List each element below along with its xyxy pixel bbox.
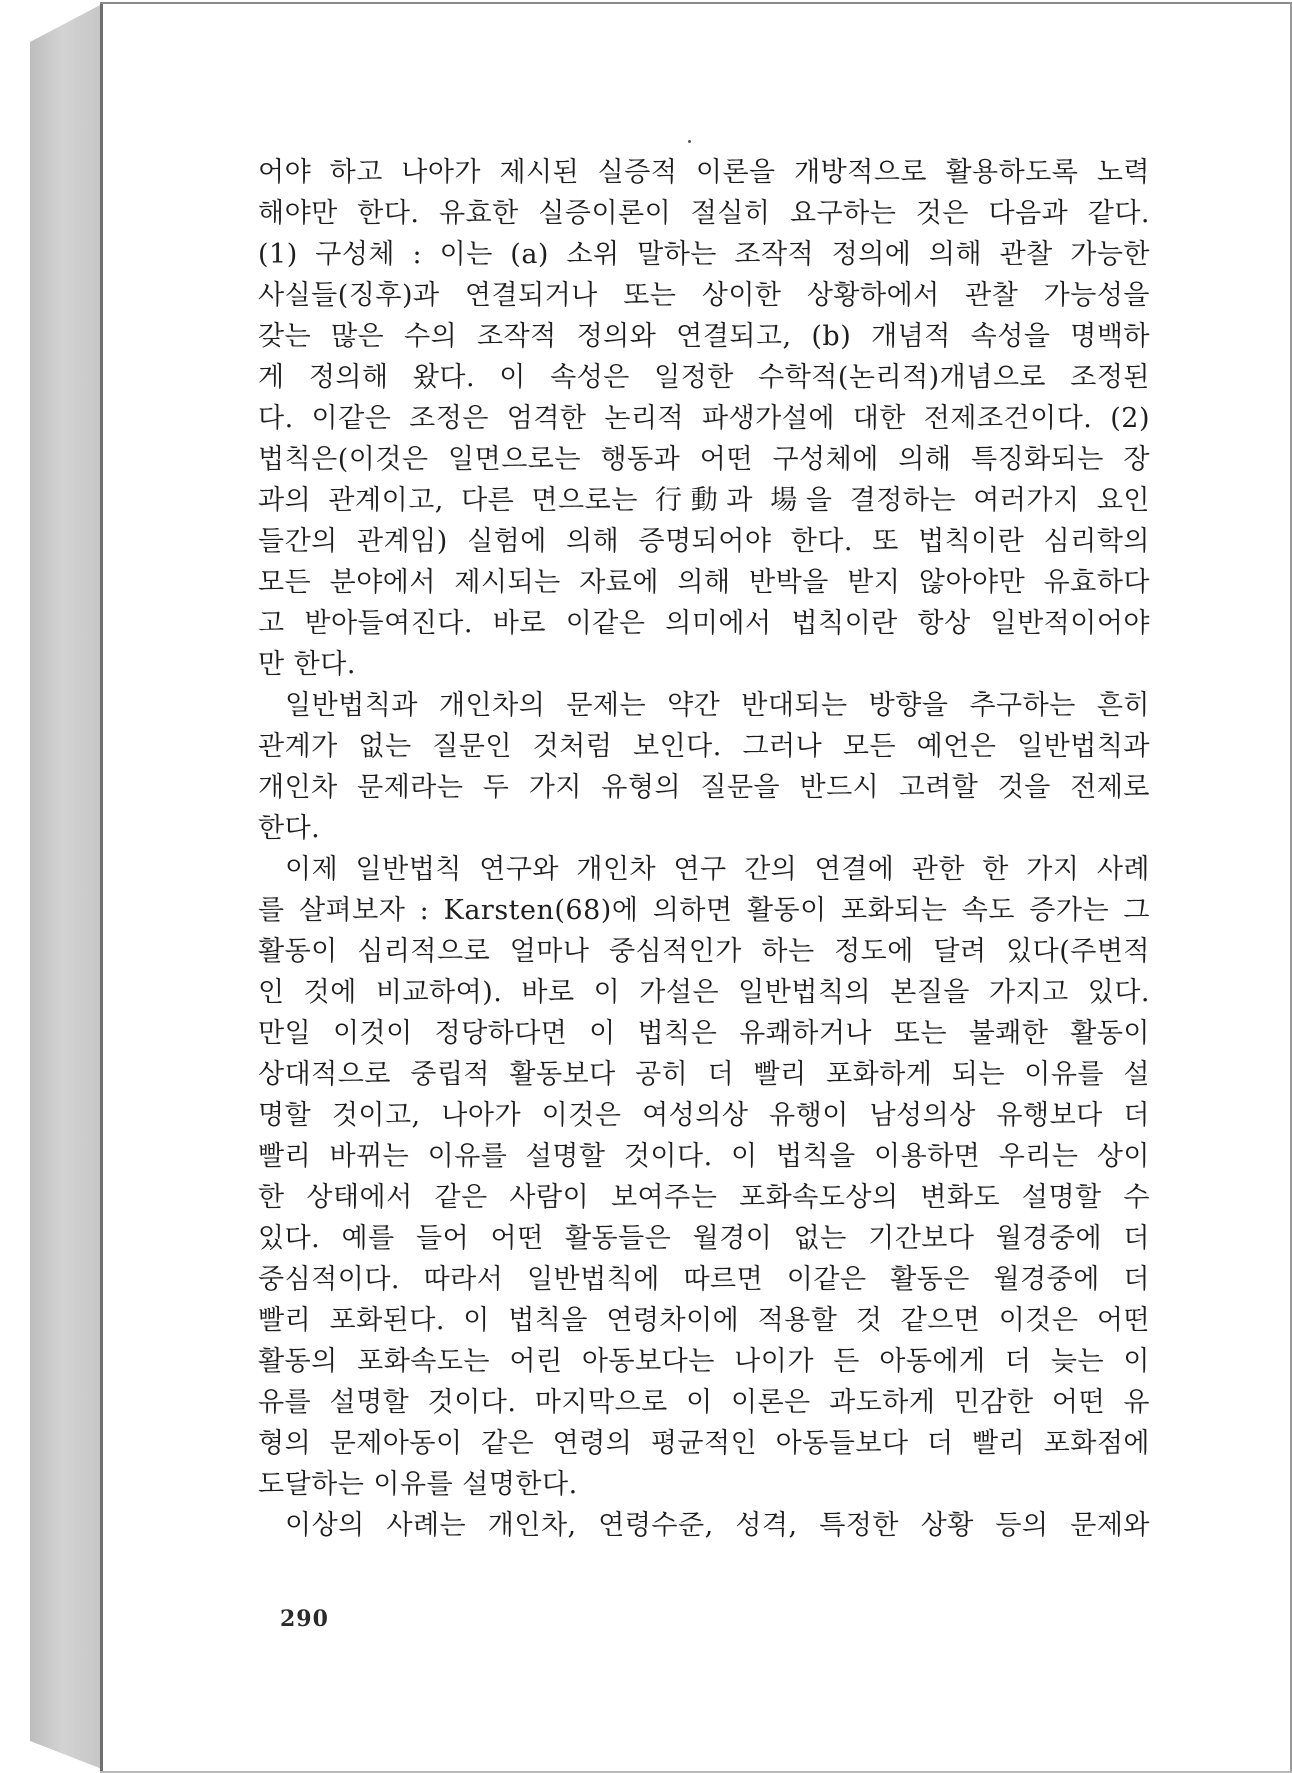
text-line: 활동이 심리적으로 얼마나 중심적인가 하는 정도에 달려 있다(주변적 <box>258 936 1150 967</box>
text-line: 일반법칙과 개인차의 문제는 약간 반대되는 방향을 추구하는 흔히 <box>285 690 1150 721</box>
text-line: 유를 설명할 것이다. 마지막으로 이 이론은 과도하게 민감한 어떤 유 <box>258 1387 1150 1418</box>
text-line: 만일 이것이 정당하다면 이 법칙은 유쾌하거나 또는 불쾌한 활동이 <box>258 1018 1150 1049</box>
text-line: 과의 관계이고, 다른 면으로는 行動과 場을 결정하는 여러가지 요인 <box>258 485 1150 516</box>
text-line: 고 받아들여진다. 바로 이같은 의미에서 법칙이란 항상 일반적이어야 <box>258 608 1150 639</box>
book-spine-line <box>100 2 103 1771</box>
text-line: 빨리 바뀌는 이유를 설명할 것이다. 이 법칙을 이용하면 우리는 상이 <box>258 1141 1150 1172</box>
text-line: 빨리 포화된다. 이 법칙을 연령차이에 적용할 것 같으면 이것은 어떤 <box>258 1305 1150 1336</box>
text-line: 이제 일반법칙 연구와 개인차 연구 간의 연결에 관한 한 가지 사례 <box>285 854 1150 885</box>
text-line: 형의 문제아동이 같은 연령의 평균적인 아동들보다 더 빨리 포화점에 <box>258 1428 1150 1459</box>
text-line: 어야 하고 나아가 제시된 실증적 이론을 개방적으로 활용하도록 노력 <box>258 157 1150 188</box>
text-line: 법칙은(이것은 일면으로는 행동과 어떤 구성체에 의해 특징화되는 장 <box>258 444 1150 475</box>
text-line: 만 한다. <box>258 649 356 680</box>
book-edge <box>30 4 102 1769</box>
text-line: 명할 것이고, 나아가 이것은 여성의상 유행이 남성의상 유행보다 더 <box>258 1100 1150 1131</box>
text-line: (1) 구성체 : 이는 (a) 소위 말하는 조작적 정의에 의해 관찰 가능한 <box>258 239 1150 270</box>
text-line: 이상의 사례는 개인차, 연령수준, 성격, 특정한 상황 등의 문제와 <box>285 1510 1150 1541</box>
text-line: 한다. <box>258 813 321 844</box>
text-line: 있다. 예를 들어 어떤 활동들은 월경이 없는 기간보다 월경중에 더 <box>258 1223 1150 1254</box>
text-line: 인 것에 비교하여). 바로 이 가설은 일반법칙의 본질을 가지고 있다. <box>258 977 1150 1008</box>
text-line: 들간의 관계임) 실험에 의해 증명되어야 한다. 또 법칙이란 심리학의 <box>258 526 1150 557</box>
text-line: 한 상태에서 같은 사람이 보여주는 포화속도상의 변화도 설명할 수 <box>258 1182 1150 1213</box>
text-line: 관계가 없는 질문인 것처럼 보인다. 그러나 모든 예언은 일반법칙과 <box>258 731 1150 762</box>
text-line: 해야만 한다. 유효한 실증이론이 절실히 요구하는 것은 다음과 같다. <box>258 198 1150 229</box>
text-line: 다. 이같은 조정은 엄격한 논리적 파생가설에 대한 전제조건이다. (2) <box>258 403 1150 434</box>
page-number: 290 <box>280 1606 329 1632</box>
text-line: 사실들(징후)과 연결되거나 또는 상이한 상황하에서 관찰 가능성을 <box>258 280 1150 311</box>
text-line: 갖는 많은 수의 조작적 정의와 연결되고, (b) 개념적 속성을 명백하 <box>258 321 1150 352</box>
text-line: 게 정의해 왔다. 이 속성은 일정한 수학적(논리적)개념으로 조정된 <box>258 362 1150 393</box>
page-body-text <box>258 152 1150 1546</box>
text-line: 중심적이다. 따라서 일반법칙에 따르면 이같은 활동은 월경중에 더 <box>258 1264 1150 1295</box>
text-line: 를 살펴보자 : Karsten(68)에 의하면 활동이 포화되는 속도 증가는 그 <box>258 895 1150 926</box>
text-line: 활동의 포화속도는 어린 아동보다는 나이가 든 아동에게 더 늦는 이 <box>258 1346 1150 1377</box>
print-dot-mark <box>688 140 691 143</box>
text-line: 상대적으로 중립적 활동보다 공히 더 빨리 포화하게 되는 이유를 설 <box>258 1059 1150 1090</box>
text-line: 모든 분야에서 제시되는 자료에 의해 반박을 받지 않아야만 유효하다 <box>258 567 1150 598</box>
text-line: 개인차 문제라는 두 가지 유형의 질문을 반드시 고려할 것을 전제로 <box>258 772 1150 803</box>
page-border-top <box>100 2 1290 4</box>
text-line: 도달하는 이유를 설명한다. <box>258 1469 578 1500</box>
